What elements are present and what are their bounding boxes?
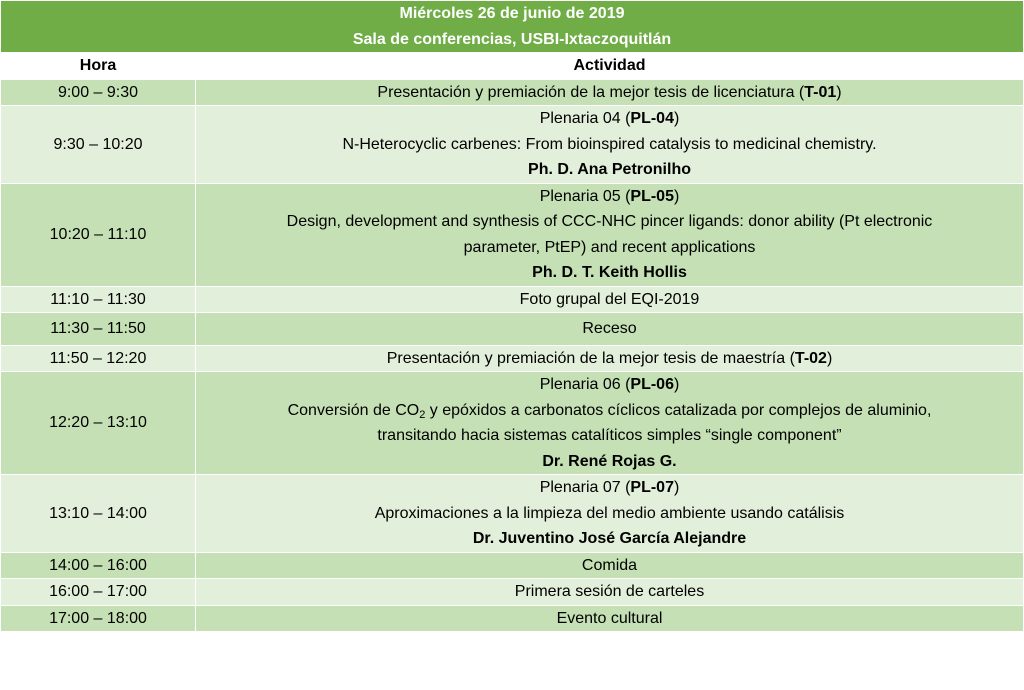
talk-text-rest: y epóxidos a carbonatos cíclicos catalizada por complejos de aluminio, [425,401,932,419]
activity-cell: Evento cultural [196,605,1024,632]
speaker-name: Dr. Juventino José García Alejandre [472,530,747,547]
time-cell: 13:10 – 14:00 [1,475,196,553]
table-row [1,579,1024,606]
table-row [1,372,1024,475]
plenary-code: PL-06 [630,376,674,393]
plenary-code: PL-04 [630,110,674,127]
time-cell: 9:30 – 10:20 [1,106,196,184]
plenary-heading [200,475,1019,501]
activity-cell: Comida [196,552,1024,579]
activity-cell: Receso [196,313,1024,346]
plenary-label: Plenaria 07 ( [539,479,631,496]
table-row [1,475,1024,553]
speaker-name: Ph. D. T. Keith Hollis [532,264,687,281]
plenary-label: Plenaria 04 ( [539,110,631,127]
table-row [1,313,1024,346]
talk-title-line-2: transitando hacia sistemas catalíticos simples “single component” [377,427,842,444]
activity-cell [196,79,1024,106]
talk-title-line-1: Design, development and synthesis of CCC-NHC pincer ligands: donor ability (Pt electronic [286,213,933,230]
talk-text: Conversión de CO [287,401,420,419]
talk-title: Aproximaciones a la limpieza del medio ambiente usando catálisis [374,504,845,522]
activity-cell [196,372,1024,475]
activity-text-end: ) [826,349,833,367]
time-cell: 16:00 – 17:00 [1,579,196,606]
activity-cell: Primera sesión de carteles [196,579,1024,606]
table-row [1,552,1024,579]
plenary-code: PL-07 [630,479,674,496]
plenary-label: Plenaria 05 ( [539,187,631,205]
time-cell: 17:00 – 18:00 [1,605,196,632]
activity-text-end: ) [836,83,842,101]
table-row [1,106,1024,184]
speaker-name: Ph. D. Ana Petronilho [528,161,691,178]
plenary-heading [200,106,1019,132]
activity-text: Presentación y premiación de la mejor tesis de maestría ( [386,349,795,367]
activity-code: T-01 [804,83,837,101]
plenary-label-end: ) [673,376,680,393]
activity-text: Presentación y premiación de la mejor tesis de licenciatura ( [377,83,805,101]
time-cell: 12:20 – 13:10 [1,372,196,475]
time-cell: 14:00 – 16:00 [1,552,196,579]
activity-code: T-02 [794,349,827,367]
event-date: Miércoles 26 de junio de 2019 [399,5,625,22]
plenary-code: PL-05 [630,187,674,205]
event-venue: Sala de conferencias, USBI-Ixtaczoquitlán [352,30,672,48]
column-header-activity: Actividad [196,53,1024,80]
activity-cell: Foto grupal del EQI-2019 [196,286,1024,313]
time-cell: 9:00 – 9:30 [1,79,196,106]
speaker-name: Dr. René Rojas G. [542,452,677,470]
activity-cell [196,183,1024,286]
talk-title: N-Heterocyclic carbenes: From bioinspired catalysis to medicinal chemistry. [342,135,877,153]
title-cell [1,1,1024,53]
talk-title-line-1 [200,398,1019,424]
plenary-label-end: ) [673,187,680,205]
table-row [1,345,1024,372]
column-header-row [1,53,1024,80]
talk-title-line-2: parameter, PtEP) and recent applications [463,238,756,256]
subscript: 2 [419,408,426,421]
plenary-label-end: ) [673,479,680,496]
activity-cell [196,475,1024,553]
table-row [1,79,1024,106]
time-cell: 11:30 – 11:50 [1,313,196,346]
time-cell: 11:10 – 11:30 [1,286,196,313]
table-row [1,286,1024,313]
time-cell: 11:50 – 12:20 [1,345,196,372]
plenary-label: Plenaria 06 ( [539,376,631,393]
title-row [1,1,1024,53]
table-row [1,183,1024,286]
activity-cell [196,345,1024,372]
plenary-heading [200,184,1019,210]
column-header-time: Hora [1,53,196,80]
plenary-label-end: ) [673,110,680,127]
plenary-heading [200,372,1019,398]
time-cell: 10:20 – 11:10 [1,183,196,286]
activity-cell [196,106,1024,184]
table-row [1,605,1024,632]
